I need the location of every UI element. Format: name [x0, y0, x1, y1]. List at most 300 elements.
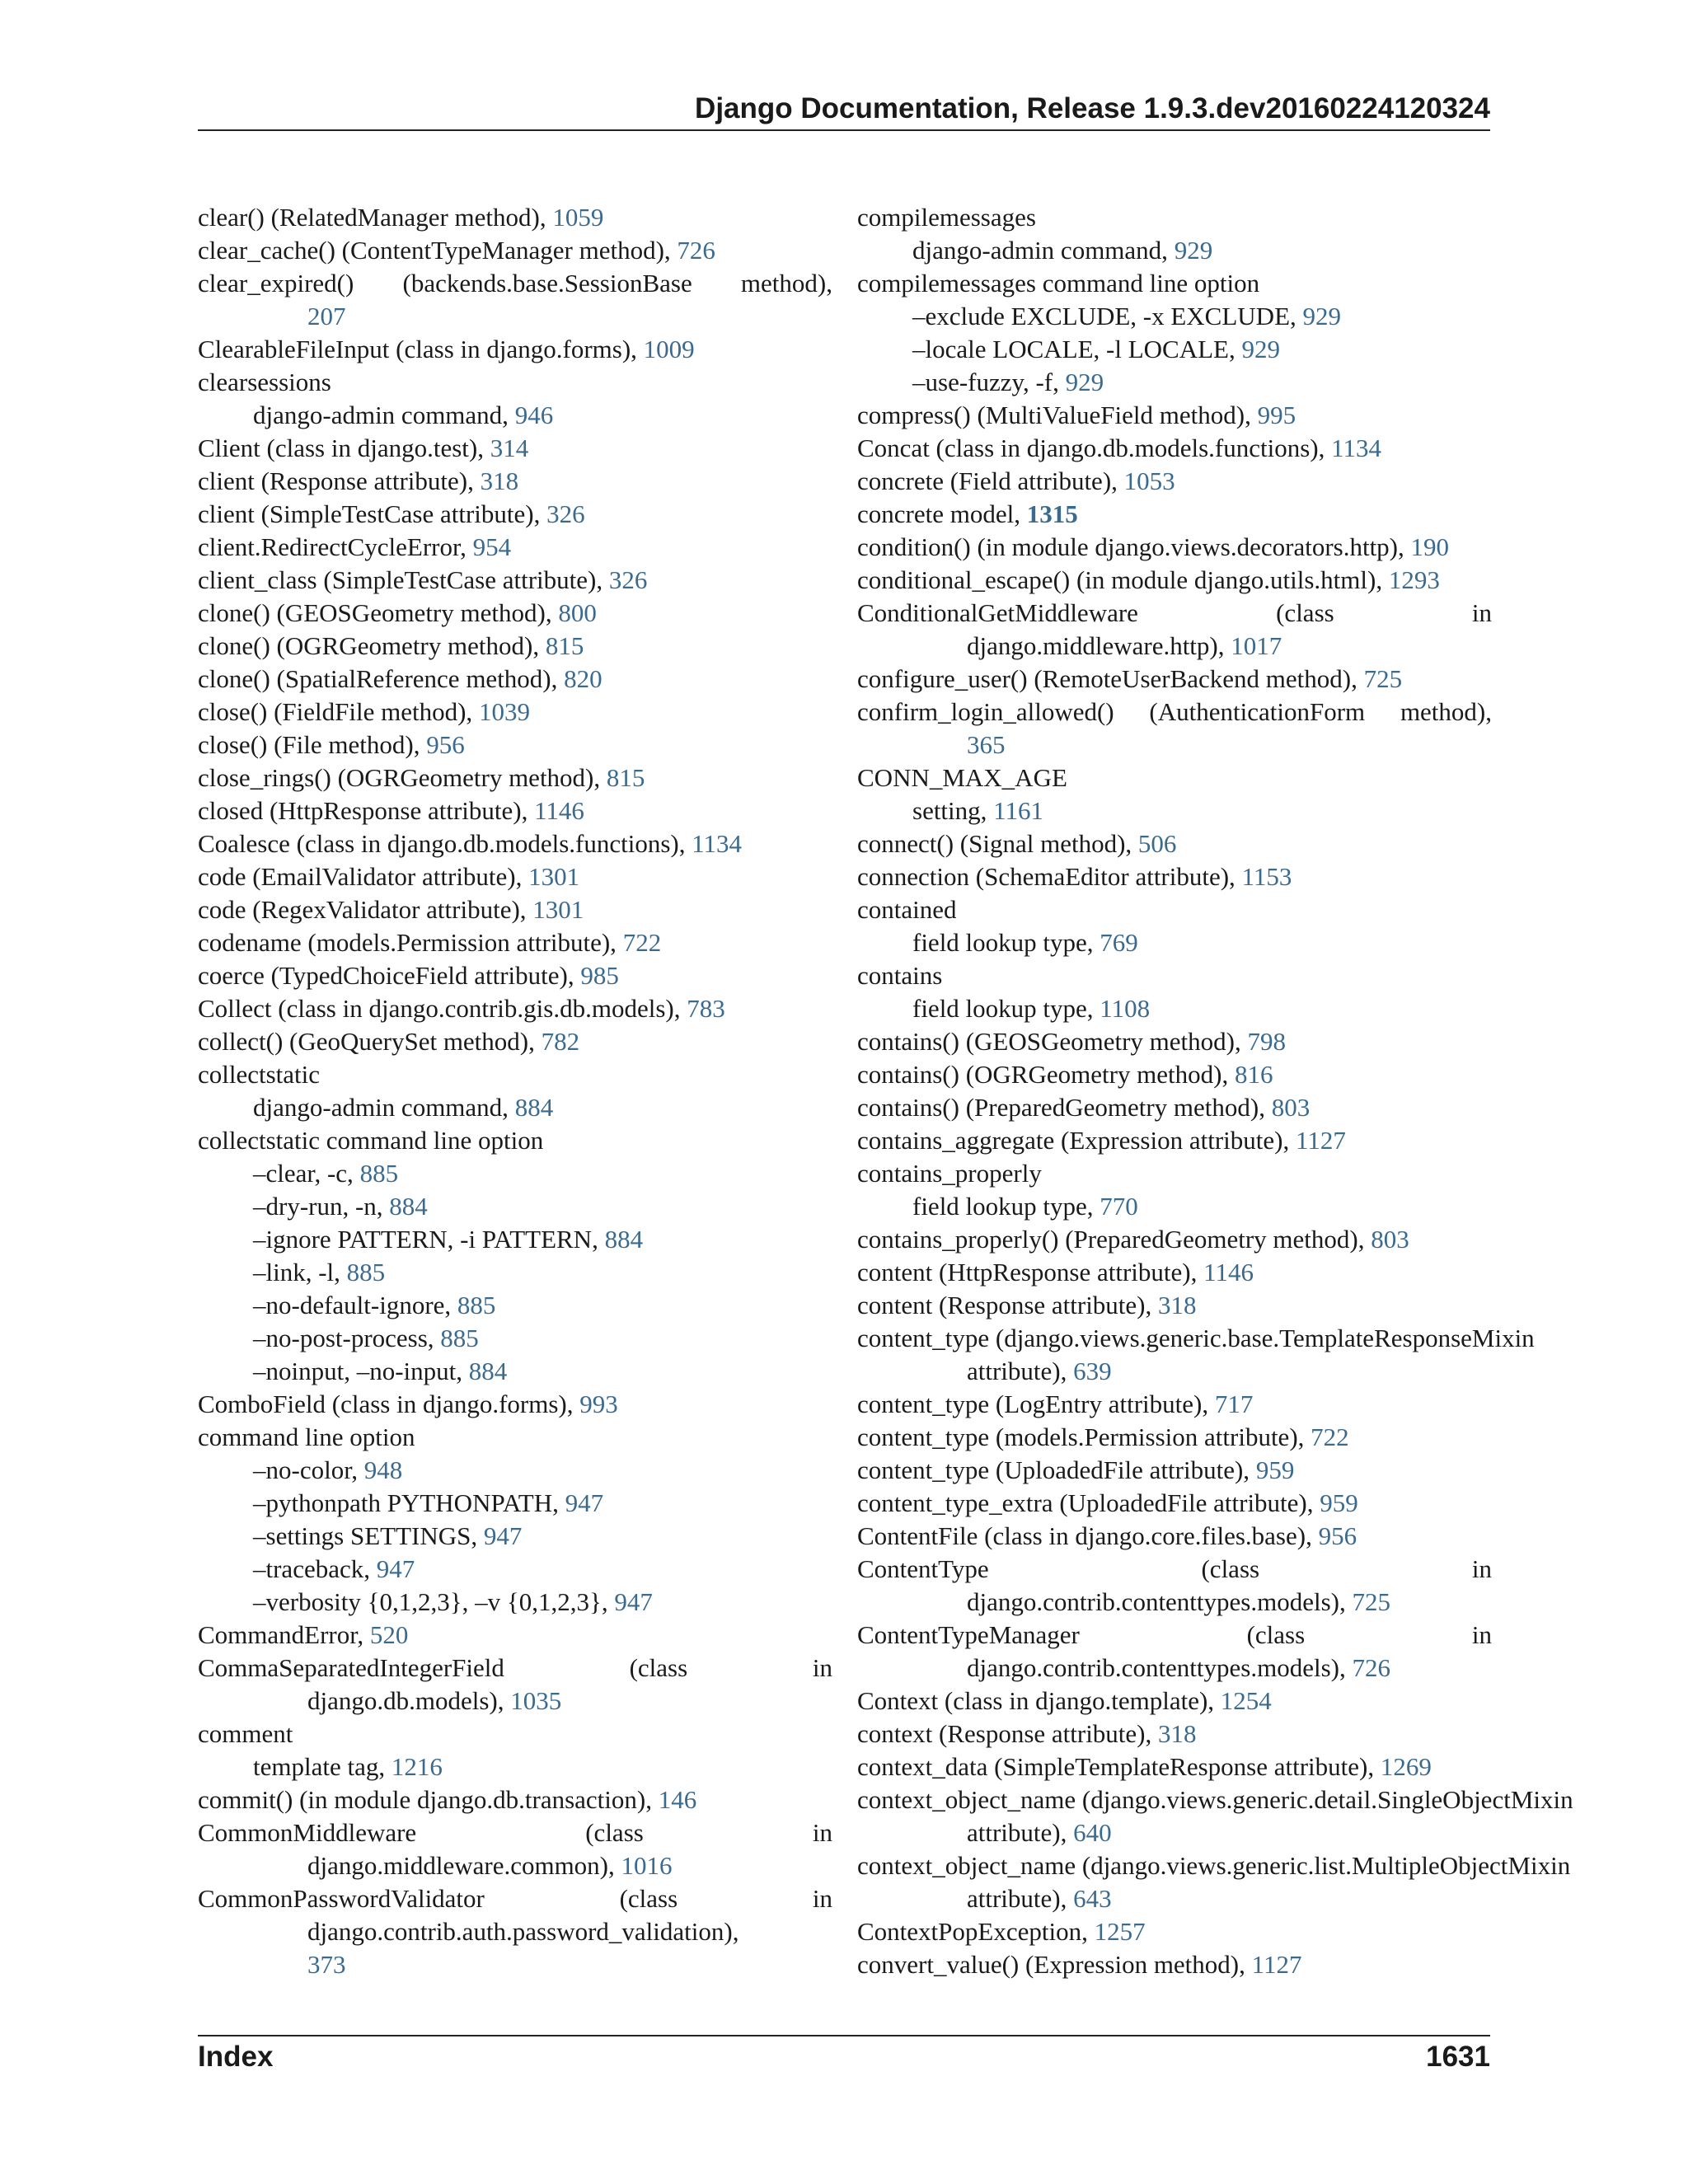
index-entry-part: in [812, 1884, 832, 1913]
page-link[interactable]: 326 [546, 499, 585, 528]
index-entry [198, 1553, 832, 1586]
index-entry-text: contains_properly [857, 1159, 1042, 1188]
page-link[interactable]: 985 [580, 961, 619, 990]
index-entry [857, 564, 1492, 597]
index-entry-part: method), [1400, 697, 1492, 726]
page-link[interactable]: 993 [579, 1390, 618, 1418]
index-entry-text: content_type (django.views.generic.base.TemplateResponseMixin [857, 1324, 1535, 1352]
index-entry-text: attribute), [967, 1818, 1074, 1847]
page-link[interactable]: 929 [1065, 368, 1104, 396]
index-entry [198, 1685, 832, 1718]
index-entry [198, 1718, 832, 1750]
index-entry [857, 1190, 1492, 1223]
page-link[interactable]: 1009 [643, 335, 695, 363]
page-link[interactable]: 190 [1410, 532, 1450, 561]
index-entry [857, 531, 1492, 564]
index-entry-text: collect() (GeoQuerySet method), [198, 1027, 542, 1056]
index-entry [857, 1355, 1492, 1388]
index-entry-text: command line option [198, 1422, 415, 1451]
page-link[interactable]: 326 [608, 565, 648, 594]
index-entry-text: concrete (Field attribute), [857, 466, 1124, 495]
index-entry-text: –clear, -c, [253, 1159, 360, 1188]
index-entry [857, 1454, 1492, 1487]
index-entry [198, 1520, 832, 1553]
index-entry [198, 399, 832, 432]
index-entry-text: condition() (in module django.views.decorators.http), [857, 532, 1411, 561]
page-link[interactable]: 956 [1318, 1521, 1357, 1550]
index-entry-text: closed (HttpResponse attribute), [198, 796, 535, 825]
index-entry-text: connection (SchemaEditor attribute), [857, 862, 1242, 891]
index-entry-text: commit() (in module django.db.transaction), [198, 1785, 659, 1814]
index-entry-text: compress() (MultiValueField method), [857, 401, 1258, 429]
index-entry-part: confirm_login_allowed() [857, 697, 1114, 726]
index-entry-text: Concat (class in django.db.models.functions), [857, 434, 1332, 462]
page-link[interactable]: 1161 [993, 796, 1044, 825]
index-entry-text: django.contrib.contenttypes.models), [967, 1653, 1353, 1682]
index-entry-text: –exclude EXCLUDE, -x EXCLUDE, [912, 302, 1303, 330]
index-entry-text: code (EmailValidator attribute), [198, 862, 529, 891]
index-entry [857, 1322, 1535, 1355]
page-link[interactable]: 726 [677, 236, 715, 265]
index-entry-part: (class [1201, 1554, 1260, 1583]
page-link[interactable]: 1108 [1100, 994, 1151, 1023]
index-entry [198, 201, 832, 234]
index-entry [198, 1849, 832, 1882]
index-entry-part: ContentTypeManager [857, 1620, 1080, 1649]
page-link[interactable]: 884 [468, 1357, 508, 1385]
index-entry [198, 729, 832, 762]
index-entry-text: Coalesce (class in django.db.models.functions), [198, 829, 692, 858]
index-entry [857, 696, 1492, 729]
index-entry-part: ContentType [857, 1554, 989, 1583]
index-entry [198, 992, 832, 1025]
index-entry-text: coerce (TypedChoiceField attribute), [198, 961, 581, 990]
page-link[interactable]: 803 [1271, 1093, 1311, 1122]
index-entry [198, 1223, 832, 1256]
index-entry-text: –traceback, [253, 1554, 377, 1583]
page-link[interactable]: 815 [545, 631, 584, 660]
index-entry-text: content_type (LogEntry attribute), [857, 1390, 1215, 1418]
index-entry-text: –locale LOCALE, -l LOCALE, [912, 335, 1242, 363]
page-link[interactable]: 959 [1255, 1455, 1295, 1484]
page-link[interactable]: 1315 [1026, 499, 1078, 528]
index-entry [857, 1388, 1492, 1421]
index-entry [198, 465, 832, 498]
page-link[interactable]: 373 [307, 1950, 346, 1979]
page-link[interactable]: 643 [1073, 1884, 1112, 1913]
page-link[interactable]: 640 [1073, 1818, 1112, 1847]
page-link[interactable]: 885 [346, 1258, 386, 1286]
page-link[interactable]: 1127 [1295, 1126, 1346, 1155]
index-entry-text: clone() (GEOSGeometry method), [198, 598, 559, 627]
index-entry-text: –verbosity {0,1,2,3}, –v {0,1,2,3}, [253, 1587, 615, 1616]
index-entry [857, 1289, 1492, 1322]
index-entry-text: django.contrib.contenttypes.models), [967, 1587, 1353, 1616]
page-link[interactable]: 947 [376, 1554, 415, 1583]
index-entry [198, 1124, 832, 1157]
index-entry-text: compilemessages [857, 203, 1036, 232]
index-entry [198, 663, 832, 696]
index-entry [857, 663, 1492, 696]
page-link[interactable]: 1216 [391, 1752, 443, 1781]
page-link[interactable]: 929 [1241, 335, 1280, 363]
index-entry-text: –no-post-process, [253, 1324, 441, 1352]
index-entry [857, 729, 1492, 762]
page-link[interactable]: 815 [606, 763, 645, 792]
index-entry [857, 234, 1492, 267]
index-entry-text: –pythonpath PYTHONPATH, [253, 1488, 565, 1517]
index-entry [857, 597, 1492, 630]
page-link[interactable]: 639 [1073, 1357, 1112, 1385]
index-entry-text: setting, [912, 796, 994, 825]
index-entry [198, 564, 832, 597]
index-entry [198, 597, 832, 630]
page-link[interactable]: 1257 [1094, 1917, 1146, 1946]
page-link[interactable]: 947 [614, 1587, 653, 1616]
index-entry-part: in [812, 1818, 832, 1847]
index-entry [857, 860, 1492, 893]
index-entry [198, 1454, 832, 1487]
index-entry [857, 992, 1492, 1025]
page-link[interactable]: 884 [389, 1192, 428, 1221]
page-link[interactable]: 318 [1158, 1719, 1197, 1748]
index-entry [857, 926, 1492, 959]
page-link[interactable]: 1269 [1380, 1752, 1432, 1781]
index-entry-text: context_data (SimpleTemplateResponse attribute), [857, 1752, 1381, 1781]
index-entry [857, 498, 1492, 531]
index-entry [857, 1223, 1492, 1256]
index-entry [198, 1355, 832, 1388]
page-link[interactable]: 1293 [1388, 565, 1440, 594]
index-entry [857, 1783, 1573, 1816]
index-entry-text: context_object_name (django.views.generic.detail.SingleObjectMixin [857, 1785, 1573, 1814]
index-entry-text: content (HttpResponse attribute), [857, 1258, 1204, 1286]
page-link[interactable]: 947 [483, 1521, 523, 1550]
page-link[interactable]: 884 [604, 1225, 644, 1254]
index-entry-text: client.RedirectCycleError, [198, 532, 473, 561]
page-link[interactable]: 1134 [692, 829, 743, 858]
index-entry-part: (backends.base.SessionBase [402, 269, 692, 298]
index-entry-part: (class [1246, 1620, 1306, 1649]
index-entry [198, 267, 832, 300]
index-entry-part: ConditionalGetMiddleware [857, 598, 1138, 627]
page-link[interactable]: 725 [1363, 664, 1403, 693]
index-entry [857, 1058, 1492, 1091]
index-entry [198, 1058, 832, 1091]
page-link[interactable]: 885 [457, 1291, 496, 1319]
footer-section-label: Index [198, 2041, 274, 2073]
page-link[interactable]: 1301 [528, 862, 580, 891]
index-entry [198, 1586, 832, 1619]
page-link[interactable]: 769 [1100, 928, 1138, 957]
page-link[interactable]: 816 [1235, 1060, 1273, 1089]
running-header: Django Documentation, Release 1.9.3.dev20160224120324 [695, 92, 1490, 124]
page-link[interactable]: 885 [359, 1159, 399, 1188]
page-link[interactable]: 954 [472, 532, 512, 561]
page-link[interactable]: 959 [1320, 1488, 1358, 1517]
index-entry [857, 1652, 1492, 1685]
index-entry-text: Client (class in django.test), [198, 434, 490, 462]
index-entry-text: contains_properly() (PreparedGeometry method), [857, 1225, 1372, 1254]
page-link[interactable]: 207 [307, 302, 346, 330]
header-rule [198, 129, 1490, 131]
index-entry [198, 1816, 832, 1849]
index-entry-text: template tag, [253, 1752, 392, 1781]
index-entry [198, 860, 832, 893]
page-link[interactable]: 1035 [510, 1686, 562, 1715]
page-link[interactable]: 1146 [1203, 1258, 1254, 1286]
index-entry [857, 630, 1492, 663]
index-entry [198, 234, 832, 267]
page-link[interactable]: 1059 [552, 203, 604, 232]
index-entry [198, 1289, 832, 1322]
index-entry-text: conditional_escape() (in module django.utils.html), [857, 565, 1389, 594]
index-entry-part: CommaSeparatedIntegerField [198, 1653, 504, 1682]
index-entry [198, 1190, 832, 1223]
index-entry [857, 1157, 1492, 1190]
page-link[interactable]: 1153 [1241, 862, 1292, 891]
page-link[interactable]: 782 [541, 1027, 580, 1056]
index-entry [198, 300, 832, 333]
index-entry-text: content_type_extra (UploadedFile attribute), [857, 1488, 1320, 1517]
index-entry-part: in [1471, 1554, 1492, 1583]
page-link[interactable]: 948 [363, 1455, 403, 1484]
index-entry-text: contains() (PreparedGeometry method), [857, 1093, 1272, 1122]
index-entry-text: contains_aggregate (Expression attribute), [857, 1126, 1296, 1155]
index-column-right [857, 201, 1573, 1981]
page-link[interactable]: 956 [426, 730, 465, 759]
index-entry [198, 893, 832, 926]
index-entry [857, 1421, 1492, 1454]
index-entry [857, 1520, 1492, 1553]
index-entry-text: django.middleware.common), [307, 1851, 621, 1880]
index-entry [857, 794, 1492, 827]
index-entry [857, 1849, 1571, 1882]
index-entry-text: django-admin command, [253, 1093, 515, 1122]
page-link[interactable]: 1301 [532, 895, 584, 924]
page-link[interactable]: 146 [658, 1785, 697, 1814]
page-link[interactable]: 318 [480, 466, 519, 495]
index-entry [198, 1091, 832, 1124]
index-entry-text: content (Response attribute), [857, 1291, 1159, 1319]
index-entry-text: context_object_name (django.views.generic.list.MultipleObjectMixin [857, 1851, 1571, 1880]
index-entry [857, 465, 1492, 498]
index-entry-text: CONN_MAX_AGE [857, 763, 1067, 792]
index-entry [857, 432, 1492, 465]
index-entry [198, 1882, 832, 1915]
index-entry [198, 827, 832, 860]
index-entry [198, 1750, 832, 1783]
index-entry-part: (class [585, 1818, 644, 1847]
page-link[interactable]: 820 [564, 664, 603, 693]
index-entry-text: –no-color, [253, 1455, 364, 1484]
index-entry [857, 366, 1492, 399]
page-link[interactable]: 722 [1311, 1422, 1349, 1451]
index-entry-text: –noinput, –no-input, [253, 1357, 469, 1385]
page-link[interactable]: 520 [369, 1620, 409, 1649]
index-entry-text: Context (class in django.template), [857, 1686, 1221, 1715]
page-link[interactable]: 798 [1247, 1027, 1286, 1056]
index-entry-text: attribute), [967, 1884, 1074, 1913]
page-link[interactable]: 506 [1137, 829, 1177, 858]
index-entry-part: (class [629, 1653, 688, 1682]
index-entry [198, 333, 832, 366]
index-entry [198, 1948, 832, 1981]
index-entry-text: contains() (GEOSGeometry method), [857, 1027, 1248, 1056]
page-link[interactable]: 885 [440, 1324, 479, 1352]
index-entry [198, 630, 832, 663]
index-entry [198, 762, 832, 794]
index-entry-part: (class [1276, 598, 1334, 627]
index-entry [857, 1816, 1492, 1849]
index-entry-text: contains [857, 961, 943, 990]
page-link[interactable]: 884 [514, 1093, 554, 1122]
page-link[interactable]: 800 [558, 598, 597, 627]
page-link[interactable]: 1254 [1220, 1686, 1272, 1715]
page-link[interactable]: 318 [1158, 1291, 1197, 1319]
page-link[interactable]: 1146 [534, 796, 584, 825]
index-entry [198, 1256, 832, 1289]
index-entry [857, 1750, 1492, 1783]
index-entry-text: close() (FieldFile method), [198, 697, 479, 726]
index-entry-text: connect() (Signal method), [857, 829, 1138, 858]
index-entry-text: clone() (OGRGeometry method), [198, 631, 546, 660]
page-link[interactable]: 770 [1100, 1192, 1138, 1221]
page-link[interactable]: 314 [490, 434, 529, 462]
index-entry [198, 1025, 832, 1058]
index-entry-part: in [812, 1653, 832, 1682]
index-entry-text: django.db.models), [307, 1686, 511, 1715]
page-link[interactable]: 947 [565, 1488, 604, 1517]
index-entry-text: codename (models.Permission attribute), [198, 928, 623, 957]
index-entry-text: client (SimpleTestCase attribute), [198, 499, 547, 528]
index-entry [857, 1091, 1492, 1124]
index-entry-text: ComboField (class in django.forms), [198, 1390, 580, 1418]
page-link[interactable]: 1039 [478, 697, 530, 726]
index-entry [198, 1783, 832, 1816]
index-entry [857, 1124, 1492, 1157]
page-link[interactable]: 1053 [1123, 466, 1175, 495]
index-entry [857, 1619, 1492, 1652]
footer-page-number: 1631 [1426, 2041, 1490, 2073]
index-entry [857, 1025, 1492, 1058]
index-entry-text: –settings SETTINGS, [253, 1521, 484, 1550]
index-entry-text: attribute), [967, 1357, 1074, 1385]
index-entry [198, 1421, 832, 1454]
index-entry [857, 762, 1492, 794]
page-link[interactable]: 1017 [1231, 631, 1282, 660]
index-entry [857, 1882, 1492, 1915]
index-entry-part: in [1471, 598, 1492, 627]
index-entry-text: client (Response attribute), [198, 466, 481, 495]
index-entry-text: contains() (OGRGeometry method), [857, 1060, 1235, 1089]
index-entry [857, 300, 1492, 333]
page-link[interactable]: 726 [1352, 1653, 1390, 1682]
index-entry-text: content_type (UploadedFile attribute), [857, 1455, 1256, 1484]
index-entry [198, 1652, 832, 1685]
index-entry [198, 366, 832, 399]
index-entry-text: –no-default-ignore, [253, 1291, 457, 1319]
index-entry-text: django-admin command, [253, 401, 515, 429]
page-link[interactable]: 946 [514, 401, 554, 429]
index-entry [857, 399, 1492, 432]
index-entry-text: compilemessages command line option [857, 269, 1260, 298]
page-link[interactable]: 1134 [1331, 434, 1381, 462]
index-entry [198, 1487, 832, 1520]
index-entry-text: client_class (SimpleTestCase attribute), [198, 565, 609, 594]
index-entry-part: CommonPasswordValidator [198, 1884, 485, 1913]
index-entry-text: field lookup type, [912, 928, 1100, 957]
index-entry-text: code (RegexValidator attribute), [198, 895, 533, 924]
page-link[interactable]: 783 [687, 994, 725, 1023]
index-entry-text: clear_cache() (ContentTypeManager method), [198, 236, 678, 265]
page-link[interactable]: 1127 [1251, 1950, 1302, 1979]
index-entry-text: field lookup type, [912, 1192, 1100, 1221]
index-entry-text: field lookup type, [912, 994, 1100, 1023]
index-entry-text: context (Response attribute), [857, 1719, 1159, 1748]
index-entry-part: (class [619, 1884, 678, 1913]
index-entry-text: configure_user() (RemoteUserBackend method), [857, 664, 1364, 693]
index-column-left [198, 201, 832, 1981]
page-link[interactable]: 717 [1214, 1390, 1254, 1418]
index-entry-text: contained [857, 895, 957, 924]
index-entry-text: ClearableFileInput (class in django.forms), [198, 335, 644, 363]
footer-rule [198, 2035, 1490, 2036]
index-entry [198, 926, 832, 959]
index-entry-text: close() (File method), [198, 730, 427, 759]
page-link[interactable]: 929 [1174, 236, 1213, 265]
index-entry-text: Collect (class in django.contrib.gis.db.models), [198, 994, 687, 1023]
index-entry-text: django.middleware.http), [967, 631, 1231, 660]
index-entry-text: concrete model, [857, 499, 1027, 528]
index-entry-text: collectstatic command line option [198, 1126, 544, 1155]
index-entry-text: collectstatic [198, 1060, 321, 1089]
index-entry-text: django.contrib.auth.password_validation), [307, 1917, 739, 1946]
page-link[interactable]: 722 [622, 928, 662, 957]
index-entry-text: ContextPopException, [857, 1917, 1095, 1946]
index-entry-text: convert_value() (Expression method), [857, 1950, 1252, 1979]
index-entry-text: –ignore PATTERN, -i PATTERN, [253, 1225, 605, 1254]
index-entry [198, 1619, 832, 1652]
index-entry [857, 1685, 1492, 1718]
index-entry [198, 794, 832, 827]
page-link[interactable]: 725 [1352, 1587, 1390, 1616]
index-entry [198, 531, 832, 564]
index-entry-part: method), [740, 269, 832, 298]
index-entry-part: clear_expired() [198, 269, 354, 298]
index-entry [857, 1586, 1492, 1619]
index-entry-part: (AuthenticationForm [1149, 697, 1366, 726]
page-link[interactable]: 365 [967, 730, 1006, 759]
index-entry [857, 1718, 1492, 1750]
index-entry-text: content_type (models.Permission attribute), [857, 1422, 1311, 1451]
index-entry-text: clear() (RelatedManager method), [198, 203, 553, 232]
index-entry-text: –link, -l, [253, 1258, 347, 1286]
index-entry-text: django-admin command, [912, 236, 1175, 265]
index-entry [198, 498, 832, 531]
index-entry [198, 1915, 832, 1948]
page-link[interactable]: 995 [1257, 401, 1296, 429]
index-entry [857, 1487, 1492, 1520]
index-entry-text: clone() (SpatialReference method), [198, 664, 565, 693]
page-link[interactable]: 803 [1371, 1225, 1409, 1254]
page-link[interactable]: 1016 [621, 1851, 673, 1880]
page-link[interactable]: 929 [1302, 302, 1342, 330]
index-entry-text: close_rings() (OGRGeometry method), [198, 763, 607, 792]
index-entry-text: –dry-run, -n, [253, 1192, 390, 1221]
index-entry [198, 432, 832, 465]
index-entry [857, 267, 1492, 300]
